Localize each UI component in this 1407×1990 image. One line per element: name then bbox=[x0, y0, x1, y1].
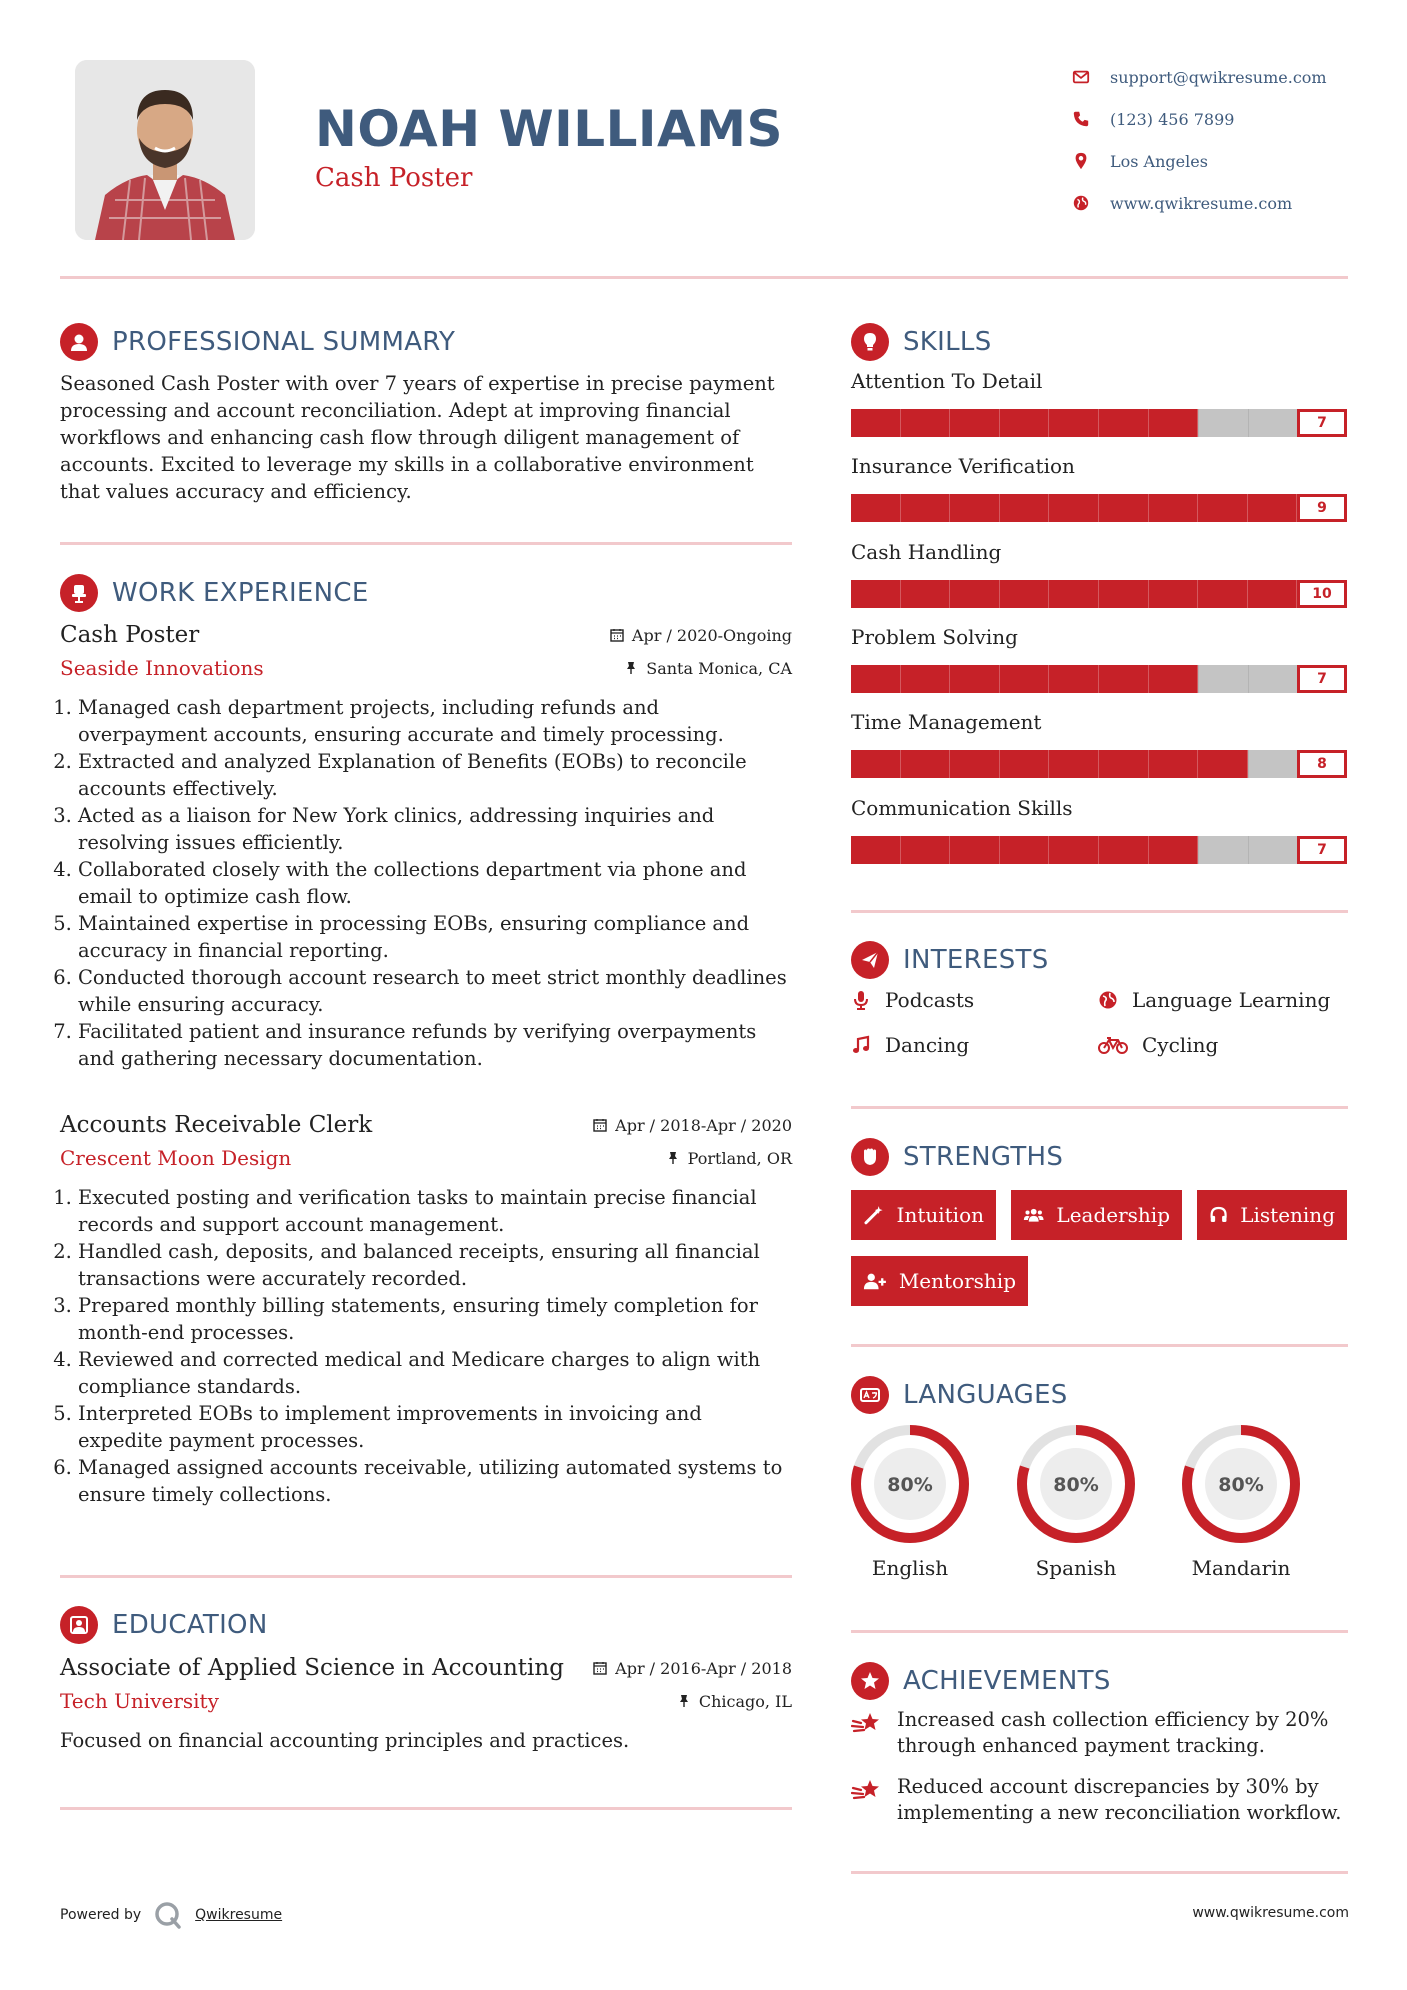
skill-bar-filled-segment bbox=[1099, 665, 1149, 693]
list-item: 1. Managed cash department projects, including refunds and overpayment accounts, ensuring accurate and timely processing. bbox=[78, 694, 792, 748]
pushpin-icon bbox=[677, 1694, 691, 1708]
skill-bar-filled-segment bbox=[901, 494, 951, 522]
skill-bar bbox=[851, 409, 1347, 437]
skill-bar-filled-segment bbox=[851, 750, 901, 778]
language-item bbox=[848, 1422, 972, 1580]
calendar-icon bbox=[610, 628, 624, 642]
achievements-divider bbox=[851, 1871, 1348, 1874]
skill-bar bbox=[851, 836, 1347, 864]
list-item: 5. Interpreted EOBs to implement improvements in invoicing and expedite payment processes. bbox=[78, 1400, 792, 1454]
skill-bar-filled-segment bbox=[1000, 494, 1050, 522]
interest-label: Language Learning bbox=[1132, 988, 1331, 1012]
skills-heading bbox=[851, 323, 992, 361]
skill-label: Cash Handling bbox=[851, 539, 1002, 564]
education-location bbox=[677, 1692, 792, 1711]
pushpin-icon bbox=[624, 661, 638, 675]
skill-bar-filled-segment bbox=[1198, 580, 1248, 608]
job-entry bbox=[60, 1112, 792, 1508]
skill-bar-filled-segment bbox=[1000, 665, 1050, 693]
skills-divider bbox=[851, 910, 1348, 913]
contact-phone[interactable] bbox=[1072, 98, 1327, 140]
skill-bar-filled-segment bbox=[1000, 580, 1050, 608]
job-location-text: Portland, OR bbox=[687, 1148, 792, 1168]
shooting-star-icon bbox=[851, 1709, 883, 1737]
skill-bar-filled-segment bbox=[1099, 836, 1149, 864]
strength-label: Listening bbox=[1240, 1203, 1335, 1227]
skill-bar-filled-segment bbox=[1099, 580, 1149, 608]
skill-bar-filled-segment bbox=[851, 494, 901, 522]
skill-bar-filled-segment bbox=[950, 836, 1000, 864]
education-heading bbox=[60, 1606, 268, 1644]
skill-bar-filled-segment bbox=[1000, 750, 1050, 778]
skill-level-badge: 7 bbox=[1297, 836, 1347, 864]
contact-list bbox=[1072, 56, 1327, 224]
contact-website-text: www.qwikresume.com bbox=[1110, 193, 1293, 213]
strength-chip bbox=[851, 1190, 996, 1240]
job-role: Cash Poster bbox=[60, 622, 200, 648]
skill-bar bbox=[851, 580, 1347, 608]
globe-icon bbox=[1098, 990, 1118, 1010]
skill-bar-filled-segment bbox=[1248, 494, 1298, 522]
skill-bar-filled-segment bbox=[901, 409, 951, 437]
job-role: Accounts Receivable Clerk bbox=[60, 1112, 373, 1138]
interest-label: Podcasts bbox=[885, 988, 975, 1012]
skill-bar-filled-segment bbox=[1000, 836, 1050, 864]
skill-bar-empty-segment bbox=[1248, 836, 1249, 864]
education-title: EDUCATION bbox=[112, 1610, 268, 1640]
phone-icon bbox=[1072, 110, 1090, 128]
job-company: Seaside Innovations bbox=[60, 656, 264, 680]
envelope-icon bbox=[1072, 68, 1090, 86]
skill-bar-filled-segment bbox=[1198, 750, 1248, 778]
achievement-text: Reduced account discrepancies by 30% by implementing a new reconciliation workflow. bbox=[897, 1775, 1342, 1824]
skill-bar-filled-segment bbox=[1049, 494, 1099, 522]
skill-bar-empty-segment bbox=[1248, 409, 1249, 437]
interest-item bbox=[1098, 1033, 1218, 1057]
education-dates bbox=[593, 1659, 792, 1678]
skill-bar-empty-segment bbox=[1198, 836, 1199, 864]
contact-location-text: Los Angeles bbox=[1110, 151, 1208, 171]
graduate-icon bbox=[60, 1606, 98, 1644]
job-dates bbox=[610, 626, 792, 645]
skill-bar-filled-segment bbox=[1049, 836, 1099, 864]
qwikresume-logo-icon bbox=[153, 1900, 183, 1930]
list-item: 3. Acted as a liaison for New York clinics, addressing inquiries and resolving issues efficiently. bbox=[78, 802, 792, 856]
skill-bar-filled-segment bbox=[901, 750, 951, 778]
calendar-icon bbox=[593, 1118, 607, 1132]
list-item: 5. Maintained expertise in processing EOBs, ensuring compliance and accuracy in financial reporting. bbox=[78, 910, 792, 964]
language-name: Mandarin bbox=[1191, 1556, 1291, 1580]
summary-heading bbox=[60, 323, 455, 361]
job-bullets bbox=[60, 1184, 792, 1508]
raised-fist-icon bbox=[851, 1138, 889, 1176]
skill-bar-filled-segment bbox=[1049, 580, 1099, 608]
strength-label: Leadership bbox=[1056, 1203, 1170, 1227]
skill-bar-filled-segment bbox=[901, 836, 951, 864]
summary-divider bbox=[60, 542, 792, 545]
interests-divider bbox=[851, 1106, 1348, 1109]
experience-divider bbox=[60, 1575, 792, 1578]
skill-bar-filled-segment bbox=[851, 580, 901, 608]
language-name: Spanish bbox=[1035, 1556, 1117, 1580]
skill-bar-filled-segment bbox=[950, 409, 1000, 437]
headphones-icon bbox=[1209, 1204, 1228, 1226]
achievement-text: Increased cash collection efficiency by 20% through enhanced payment tracking. bbox=[897, 1708, 1329, 1757]
list-item: 4. Collaborated closely with the collections department via phone and email to optimize cash flow. bbox=[78, 856, 792, 910]
strength-chip bbox=[851, 1256, 1028, 1306]
experience-heading bbox=[60, 574, 369, 612]
contact-website[interactable] bbox=[1072, 182, 1327, 224]
user-icon bbox=[60, 323, 98, 361]
list-item: 2. Handled cash, deposits, and balanced receipts, ensuring all financial transactions were accurately recorded. bbox=[78, 1238, 792, 1292]
skill-bar-filled-segment bbox=[851, 409, 901, 437]
summary-title: PROFESSIONAL SUMMARY bbox=[112, 327, 456, 357]
skill-bar-filled-segment bbox=[1149, 750, 1199, 778]
list-item: 6. Conducted thorough account research to meet strict monthly deadlines while ensuring accuracy. bbox=[78, 964, 792, 1018]
skill-bar-filled-segment bbox=[901, 580, 951, 608]
language-donut bbox=[848, 1422, 972, 1546]
job-entry bbox=[60, 622, 792, 1072]
skill-bar-empty-segment bbox=[1198, 665, 1199, 693]
skill-bar-filled-segment bbox=[1198, 494, 1248, 522]
strength-chip bbox=[1011, 1190, 1182, 1240]
summary-text: Seasoned Cash Poster with over 7 years of expertise in precise payment processing and account reconciliation. Adept at improving financial workflows and enhancing cash flow through diligent management of accounts. Excited to leverage my skills in a collaborative environment that values accuracy and efficiency. bbox=[60, 372, 775, 503]
skill-level-badge: 7 bbox=[1297, 665, 1347, 693]
strength-chip bbox=[1197, 1190, 1347, 1240]
skill-level-badge: 9 bbox=[1297, 494, 1347, 522]
interest-item bbox=[851, 988, 974, 1012]
footer-powered-by bbox=[60, 1900, 282, 1930]
skill-bar-filled-segment bbox=[1149, 580, 1199, 608]
languages-title: LANGUAGES bbox=[903, 1380, 1068, 1410]
strength-label: Mentorship bbox=[898, 1269, 1016, 1293]
job-company: Crescent Moon Design bbox=[60, 1146, 292, 1170]
contact-email-text: support@qwikresume.com bbox=[1110, 67, 1327, 87]
skill-bar-filled-segment bbox=[1099, 409, 1149, 437]
skill-bar-filled-segment bbox=[1049, 665, 1099, 693]
footer-website[interactable]: www.qwikresume.com bbox=[1192, 1905, 1349, 1921]
qwikresume-link[interactable]: Qwikresume bbox=[195, 1907, 283, 1923]
language-percent: 80% bbox=[1053, 1474, 1099, 1496]
language-name: English bbox=[871, 1556, 949, 1580]
interests-title: INTERESTS bbox=[903, 945, 1049, 975]
shooting-star-icon bbox=[851, 1776, 883, 1804]
map-pin-icon bbox=[1072, 152, 1090, 170]
star-badge-icon bbox=[851, 1662, 889, 1700]
list-item: 6. Managed assigned accounts receivable, utilizing automated systems to ensure timely collections. bbox=[78, 1454, 792, 1508]
achievement-item bbox=[851, 1707, 1351, 1759]
pushpin-icon bbox=[666, 1151, 680, 1165]
skill-bar-filled-segment bbox=[950, 750, 1000, 778]
skill-bar-filled-segment bbox=[1049, 750, 1099, 778]
skill-label: Time Management bbox=[851, 710, 1042, 735]
language-percent: 80% bbox=[1218, 1474, 1264, 1496]
education-location-text: Chicago, IL bbox=[698, 1691, 792, 1711]
skill-bar-filled-segment bbox=[1049, 409, 1099, 437]
calendar-icon bbox=[593, 1661, 607, 1675]
interest-item bbox=[851, 1033, 969, 1057]
bicycle-icon bbox=[1098, 1035, 1128, 1055]
job-dates bbox=[593, 1116, 792, 1135]
achievement-item bbox=[851, 1774, 1351, 1826]
interests-heading bbox=[851, 941, 1049, 979]
office-chair-icon bbox=[60, 574, 98, 612]
languages-divider bbox=[851, 1630, 1348, 1633]
education-divider bbox=[60, 1807, 792, 1810]
experience-title: WORK EXPERIENCE bbox=[112, 578, 369, 608]
job-location bbox=[624, 659, 792, 678]
skill-label: Insurance Verification bbox=[851, 454, 1075, 479]
education-entry bbox=[60, 1655, 792, 1754]
skill-bar-filled-segment bbox=[950, 494, 1000, 522]
header-divider bbox=[60, 276, 1348, 279]
degree-name: Associate of Applied Science in Accounting bbox=[60, 1655, 564, 1681]
candidate-title: Cash Poster bbox=[315, 163, 473, 193]
list-item: 4. Reviewed and corrected medical and Medicare charges to align with compliance standards. bbox=[78, 1346, 792, 1400]
skill-bar-empty-segment bbox=[1198, 409, 1199, 437]
language-donut bbox=[1179, 1422, 1303, 1546]
skill-bar-filled-segment bbox=[851, 665, 901, 693]
skill-bar-filled-segment bbox=[851, 836, 901, 864]
job-dates-text: Apr / 2020-Ongoing bbox=[631, 625, 792, 645]
job-location-text: Santa Monica, CA bbox=[646, 658, 792, 678]
users-icon bbox=[1023, 1204, 1044, 1226]
interest-label: Cycling bbox=[1142, 1033, 1219, 1057]
skill-label: Attention To Detail bbox=[851, 369, 1043, 393]
strengths-heading bbox=[851, 1138, 1063, 1176]
list-item: 2. Extracted and analyzed Explanation of Benefits (EOBs) to reconcile accounts effectively. bbox=[78, 748, 792, 802]
skills-title: SKILLS bbox=[903, 327, 992, 357]
skill-bar bbox=[851, 665, 1347, 693]
skill-bar-filled-segment bbox=[1099, 750, 1149, 778]
achievements-title: ACHIEVEMENTS bbox=[903, 1666, 1111, 1696]
skill-level-badge: 10 bbox=[1297, 580, 1347, 608]
candidate-name: NOAH WILLIAMS bbox=[315, 100, 783, 158]
skill-level-badge: 8 bbox=[1297, 750, 1347, 778]
language-item bbox=[1179, 1422, 1303, 1580]
skill-bar-filled-segment bbox=[1149, 494, 1199, 522]
translate-icon bbox=[851, 1376, 889, 1414]
skill-bar-empty-segment bbox=[1248, 750, 1249, 778]
skill-bar-filled-segment bbox=[1099, 494, 1149, 522]
strengths-title: STRENGTHS bbox=[903, 1142, 1064, 1172]
education-description: Focused on financial accounting principles and practices. bbox=[60, 1729, 630, 1752]
lightbulb-icon bbox=[851, 323, 889, 361]
language-item bbox=[1014, 1422, 1138, 1580]
magic-wand-icon bbox=[863, 1204, 885, 1226]
language-percent: 80% bbox=[887, 1474, 933, 1496]
contact-phone-text: (123) 456 7899 bbox=[1110, 109, 1235, 129]
interest-item bbox=[1098, 988, 1330, 1012]
skill-level-badge: 7 bbox=[1297, 409, 1347, 437]
skill-bar-filled-segment bbox=[950, 580, 1000, 608]
skill-bar bbox=[851, 750, 1347, 778]
contact-location bbox=[1072, 140, 1327, 182]
language-donut bbox=[1014, 1422, 1138, 1546]
list-item: 7. Facilitated patient and insurance refunds by verifying overpayments and gathering necessary documentation. bbox=[78, 1018, 792, 1072]
languages-heading bbox=[851, 1376, 1068, 1414]
strength-label: Intuition bbox=[896, 1203, 984, 1227]
music-note-icon bbox=[851, 1035, 871, 1055]
skill-bar-filled-segment bbox=[1248, 580, 1298, 608]
interest-label: Dancing bbox=[885, 1033, 970, 1057]
skill-bar-filled-segment bbox=[1149, 665, 1199, 693]
skill-bar-filled-segment bbox=[1000, 409, 1050, 437]
list-item: 3. Prepared monthly billing statements, ensuring timely completion for month-end processes. bbox=[78, 1292, 792, 1346]
paper-plane-icon bbox=[851, 941, 889, 979]
job-bullets bbox=[60, 694, 792, 1072]
job-location bbox=[666, 1149, 792, 1168]
strengths-divider bbox=[851, 1344, 1348, 1347]
job-dates-text: Apr / 2018-Apr / 2020 bbox=[615, 1115, 792, 1135]
skill-bar-filled-segment bbox=[1149, 409, 1199, 437]
skill-bar-filled-segment bbox=[950, 665, 1000, 693]
list-item: 1. Executed posting and verification tasks to maintain precise financial records and support account management. bbox=[78, 1184, 792, 1238]
microphone-icon bbox=[851, 990, 871, 1010]
profile-photo bbox=[75, 60, 255, 240]
globe-icon bbox=[1072, 194, 1090, 212]
skill-bar-empty-segment bbox=[1248, 665, 1249, 693]
education-dates-text: Apr / 2016-Apr / 2018 bbox=[615, 1658, 792, 1678]
skill-bar bbox=[851, 494, 1347, 522]
skill-bar-filled-segment bbox=[1149, 836, 1199, 864]
user-plus-icon bbox=[863, 1270, 887, 1292]
skill-label: Communication Skills bbox=[851, 795, 1073, 820]
powered-by-label: Powered by bbox=[60, 1907, 142, 1923]
contact-email[interactable] bbox=[1072, 56, 1327, 98]
skill-bar-filled-segment bbox=[901, 665, 951, 693]
school-name: Tech University bbox=[60, 1689, 219, 1713]
achievements-heading bbox=[851, 1662, 1111, 1700]
skill-label: Problem Solving bbox=[851, 624, 1018, 649]
